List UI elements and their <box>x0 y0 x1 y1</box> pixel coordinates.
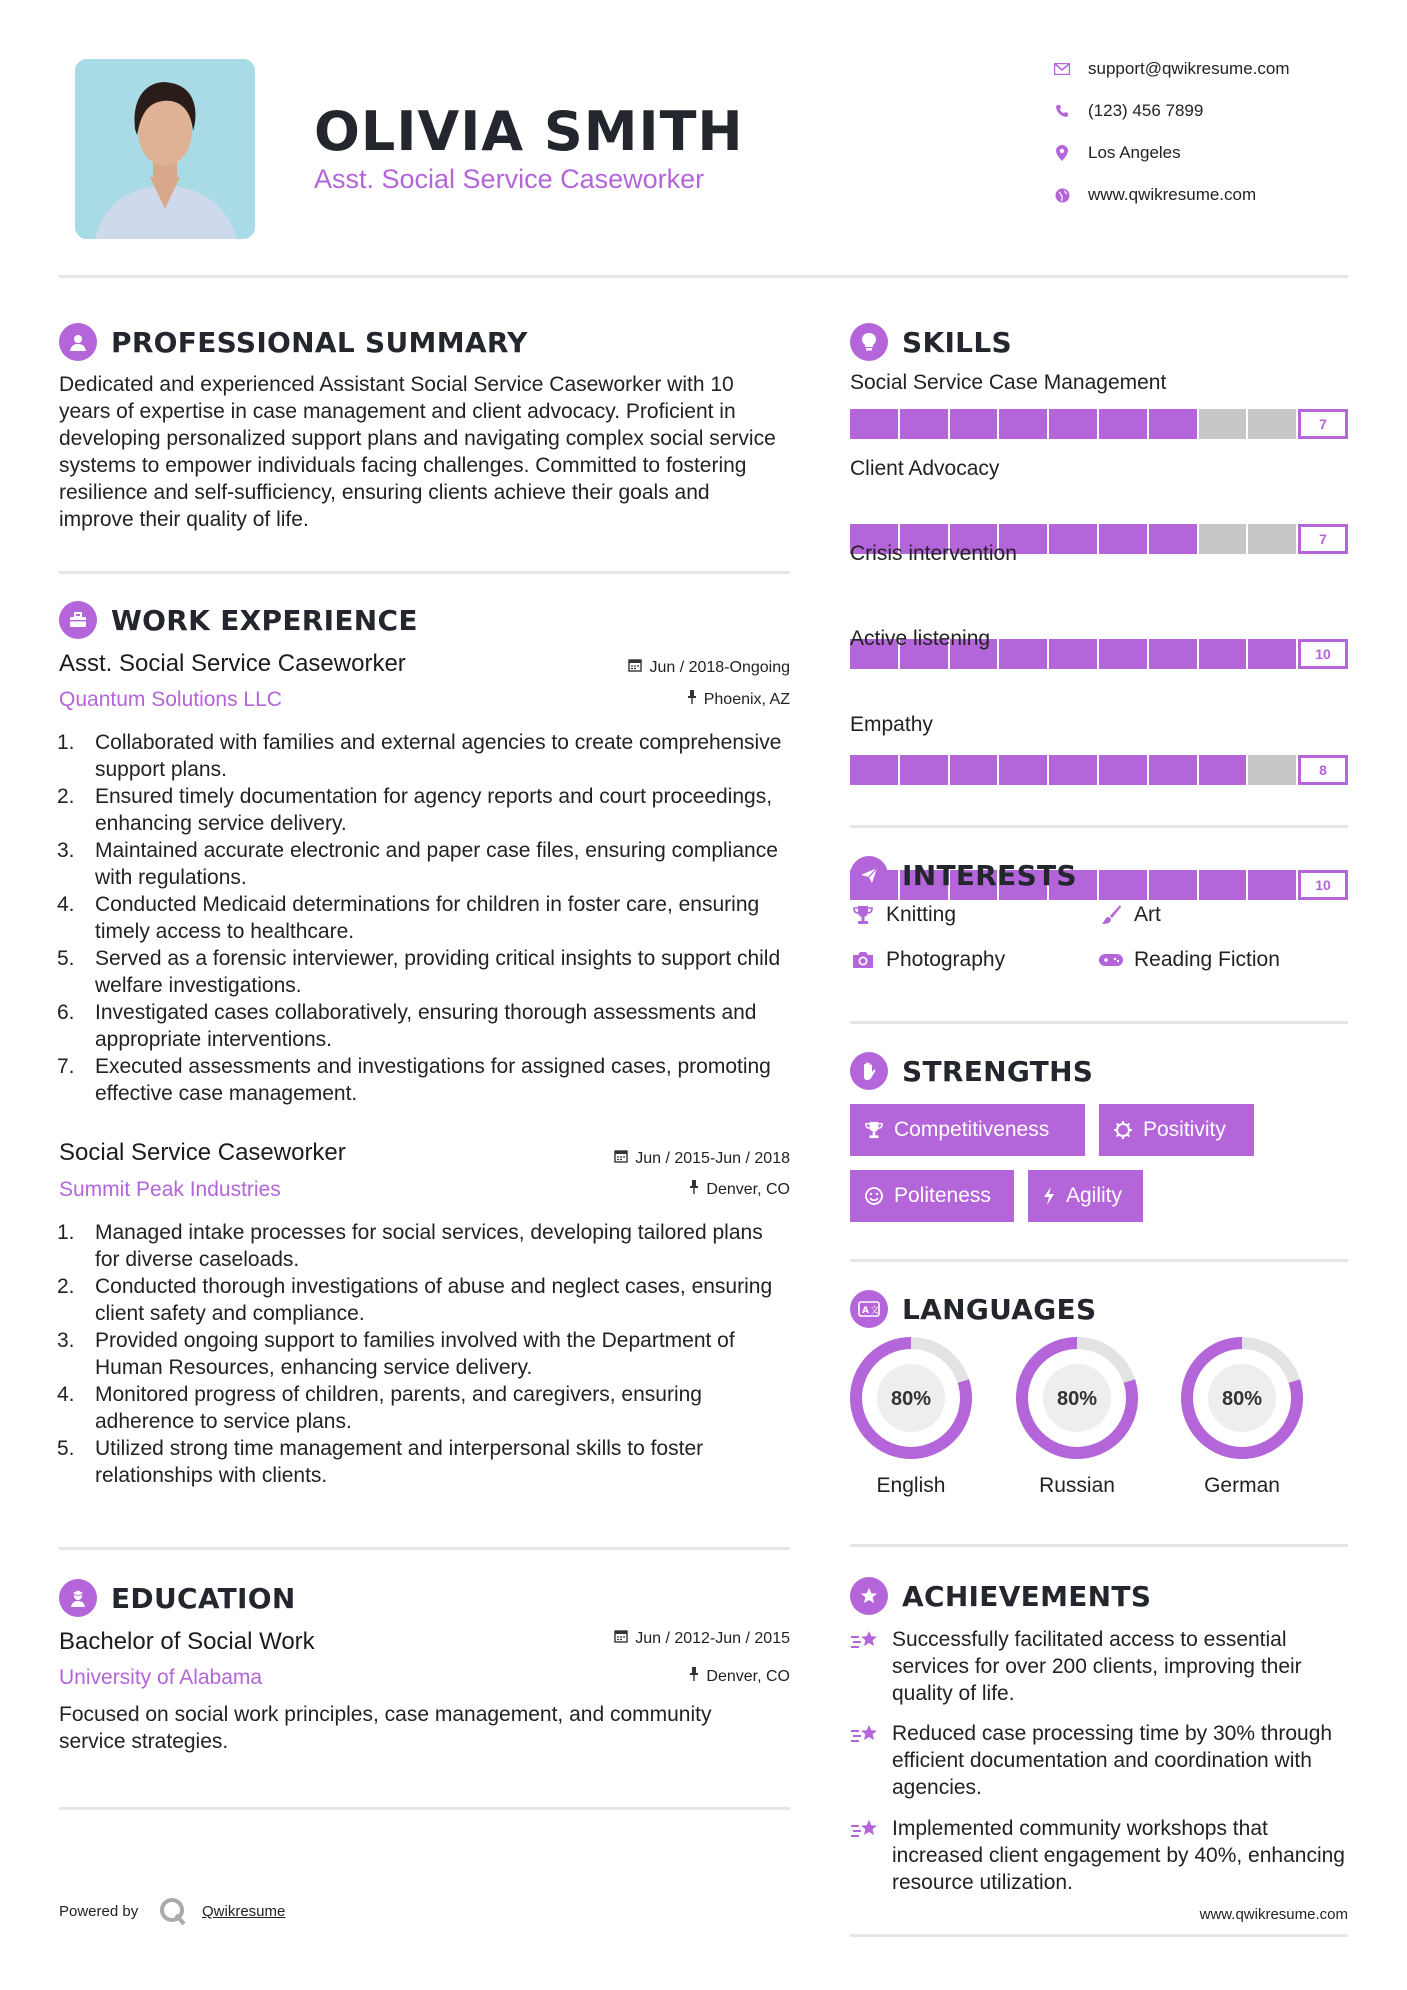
interest-item <box>1098 903 1161 927</box>
brand-link[interactable]: Qwikresume <box>202 1903 286 1920</box>
education-dates-text: Jun / 2012-Jun / 2015 <box>635 1629 790 1647</box>
candidate-title: Asst. Social Service Caseworker <box>314 164 705 194</box>
strength-tag <box>1028 1170 1143 1222</box>
skill-name: Active listening <box>850 627 991 650</box>
pin-icon <box>687 690 697 709</box>
skill-bar-segment <box>950 409 1000 439</box>
footer-url[interactable]: www.qwikresume.com <box>1199 1906 1348 1923</box>
job-location-text: Phoenix, AZ <box>703 690 790 708</box>
skills-heading <box>850 323 1012 361</box>
achievement-text: Implemented community workshops that increased client engagement by 40%, enhancing resource utilization. <box>892 1817 1345 1894</box>
skill-bar-segment <box>1199 639 1249 669</box>
strengths-heading <box>850 1052 1093 1090</box>
contact-website[interactable] <box>1050 183 1256 207</box>
strength-tag <box>1099 1104 1254 1156</box>
list-item: 2. Conducted thorough investigations of abuse and neglect cases, ensuring client safety and compliance. <box>57 1275 773 1325</box>
skill-bar <box>850 409 1348 439</box>
interest-item <box>1098 948 1280 972</box>
bolt-icon <box>1042 1186 1056 1206</box>
language-percent: 80% <box>1056 1388 1098 1410</box>
interest-label: Photography <box>886 948 1006 971</box>
strength-label: Agility <box>1066 1184 1123 1207</box>
skill-bar-segment <box>1149 524 1199 554</box>
gamepad-icon <box>1098 952 1124 968</box>
languages-heading <box>850 1290 1096 1328</box>
contact-phone[interactable] <box>1050 99 1203 123</box>
skill-bar-segment <box>1149 639 1199 669</box>
skill-level-badge: 10 <box>1298 870 1348 900</box>
skill-bar-segment <box>1199 524 1249 554</box>
strengths-divider <box>850 1259 1348 1262</box>
education-title: EDUCATION <box>111 1581 296 1615</box>
achievements-title: ACHIEVEMENTS <box>902 1579 1152 1613</box>
translate-icon <box>850 1290 888 1328</box>
calendar-icon <box>628 658 642 677</box>
skill-name: Client Advocacy <box>850 457 1000 480</box>
pin-icon <box>689 1667 699 1686</box>
skill-name: Social Service Case Management <box>850 371 1167 394</box>
job-bullets <box>57 1219 787 1489</box>
calendar-icon <box>614 1149 628 1168</box>
skill-bar-segment <box>1049 639 1099 669</box>
phone-icon <box>1050 104 1074 118</box>
skill-bar-segment <box>1099 870 1149 900</box>
work-divider <box>59 1547 790 1550</box>
job-dates <box>628 658 790 677</box>
briefcase-icon <box>59 601 97 639</box>
qwikresume-logo-icon <box>158 1896 188 1931</box>
skill-bar-segment <box>1049 409 1099 439</box>
skill-level-badge: 7 <box>1298 409 1348 439</box>
list-item: 1. Managed intake processes for social services, developing tailored plans for diverse caseloads. <box>57 1221 763 1271</box>
skills-divider <box>850 825 1348 828</box>
skill-bar-segment <box>1199 755 1249 785</box>
work-heading <box>59 601 418 639</box>
skill-bar-segment <box>1248 409 1298 439</box>
education-heading <box>59 1579 296 1617</box>
skill-bar-segment <box>1248 870 1298 900</box>
contact-phone-text: (123) 456 7899 <box>1088 101 1204 120</box>
job-dates-text: Jun / 2018-Ongoing <box>649 658 790 676</box>
skill-name: Empathy <box>850 713 933 736</box>
language-percent: 80% <box>1221 1388 1263 1410</box>
list-item: 1. Collaborated with families and external agencies to create comprehensive support plans. <box>57 731 782 781</box>
skill-bar-segment <box>900 409 950 439</box>
summary-divider <box>59 571 790 574</box>
skill-level-badge: 10 <box>1298 639 1348 669</box>
strength-label: Politeness <box>894 1184 991 1207</box>
skill-bar-segment <box>1248 755 1298 785</box>
summary-text: Dedicated and experienced Assistant Social Service Caseworker with 10 years of expertise in case management and client advocacy. Proficient in developing personalized support plans and navigating complex social service systems to empower individuals facing challenges. Committed to fostering resilience and self-sufficiency, ensuring clients achieve their goals and improve their quality of life. <box>59 373 776 531</box>
shooting-star-icon <box>850 1626 882 1707</box>
skill-bar-segment <box>999 755 1049 785</box>
language-name: Russian <box>1039 1474 1115 1497</box>
education-location <box>689 1667 790 1686</box>
job-location <box>689 1180 790 1199</box>
header-divider <box>59 275 1348 278</box>
education-dates <box>614 1629 790 1648</box>
svg-text:A: A <box>862 1306 869 1316</box>
achievement-item <box>850 1626 1348 1707</box>
pin-icon <box>689 1180 699 1199</box>
languages-title: LANGUAGES <box>902 1292 1097 1326</box>
strengths-title: STRENGTHS <box>902 1054 1094 1088</box>
skill-name: Crisis intervention <box>850 542 1017 565</box>
skill-bar-segment <box>1149 870 1199 900</box>
paintbrush-icon <box>1098 904 1124 926</box>
language-gauge <box>1016 1337 1138 1459</box>
job-company: Summit Peak Industries <box>59 1178 281 1201</box>
languages-divider <box>850 1544 1348 1547</box>
degree-title: Bachelor of Social Work <box>59 1628 315 1655</box>
job-dates <box>614 1149 790 1168</box>
graduation-icon <box>59 1579 97 1617</box>
summary-title: PROFESSIONAL SUMMARY <box>111 325 528 359</box>
star-badge-icon <box>850 1577 888 1615</box>
skill-bar-segment <box>1099 524 1149 554</box>
contact-email-text: support@qwikresume.com <box>1088 59 1290 78</box>
language-gauge <box>850 1337 972 1459</box>
language-percent: 80% <box>890 1388 932 1410</box>
skill-bar-segment <box>1049 755 1099 785</box>
list-item: 5. Served as a forensic interviewer, providing critical insights to support child welfare investigations. <box>57 947 781 997</box>
skill-level-badge: 8 <box>1298 755 1348 785</box>
skill-bar-segment <box>850 409 900 439</box>
list-item: 2. Ensured timely documentation for agency reports and court proceedings, enhancing service delivery. <box>57 785 773 835</box>
skill-bar-segment <box>999 409 1049 439</box>
paper-plane-icon <box>850 856 888 894</box>
map-pin-icon <box>1050 145 1074 161</box>
language-name: German <box>1204 1474 1280 1497</box>
gear-icon <box>1113 1120 1133 1140</box>
interests-title: INTERESTS <box>902 858 1077 892</box>
strength-tag <box>850 1170 1014 1222</box>
list-item: 4. Monitored progress of children, parents, and caregivers, ensuring adherence to service plans. <box>57 1383 702 1433</box>
interests-heading <box>850 856 1077 894</box>
skill-bar-segment <box>900 755 950 785</box>
list-item: 7. Executed assessments and investigations for assigned cases, promoting effective case management. <box>57 1055 771 1105</box>
language-gauge <box>1181 1337 1303 1459</box>
achievement-item <box>850 1815 1348 1896</box>
interest-label: Reading Fiction <box>1134 948 1280 971</box>
skill-bar-segment <box>999 639 1049 669</box>
profile-photo <box>75 59 255 239</box>
job-bullets <box>57 729 787 1107</box>
skills-title: SKILLS <box>902 325 1012 359</box>
hand-icon <box>850 1052 888 1090</box>
skill-bar-segment <box>850 755 900 785</box>
envelope-icon <box>1050 63 1074 75</box>
svg-text:文: 文 <box>870 1306 880 1316</box>
list-item: 4. Conducted Medicaid determinations for children in foster care, ensuring timely access to healthcare. <box>57 893 760 943</box>
work-title: WORK EXPERIENCE <box>111 603 418 637</box>
strength-label: Competitiveness <box>894 1118 1050 1141</box>
job-title: Asst. Social Service Caseworker <box>59 650 406 677</box>
footer-divider <box>850 1934 1348 1937</box>
trophy-icon <box>864 1121 884 1139</box>
list-item: 6. Investigated cases collaboratively, ensuring thorough assessments and appropriate interventions. <box>57 1001 757 1051</box>
education-location-text: Denver, CO <box>706 1667 790 1685</box>
interest-label: Art <box>1134 903 1161 926</box>
job-title: Social Service Caseworker <box>59 1139 346 1166</box>
job-location <box>687 690 790 709</box>
list-item: 5. Utilized strong time management and interpersonal skills to foster relationships with clients. <box>57 1437 704 1487</box>
achievement-text: Successfully facilitated access to essential services for over 200 clients, improving their quality of life. <box>892 1628 1302 1705</box>
skill-bar-segment <box>1149 755 1199 785</box>
smile-icon <box>864 1186 884 1206</box>
skill-level-badge: 7 <box>1298 524 1348 554</box>
contact-website-text: www.qwikresume.com <box>1088 185 1257 204</box>
candidate-name: OLIVIA SMITH <box>314 100 744 163</box>
summary-heading <box>59 323 528 361</box>
contact-location <box>1050 141 1181 165</box>
school-name: University of Alabama <box>59 1666 263 1689</box>
skill-bar-segment <box>1199 409 1249 439</box>
shooting-star-icon <box>850 1815 882 1896</box>
achievement-text: Reduced case processing time by 30% through efficient documentation and coordination with agencies. <box>892 1722 1333 1799</box>
contact-location-text: Los Angeles <box>1088 143 1181 162</box>
calendar-icon <box>614 1629 628 1648</box>
strength-tag <box>850 1104 1085 1156</box>
list-item: 3. Maintained accurate electronic and paper case files, ensuring compliance with regulations. <box>57 839 778 889</box>
interest-item <box>850 948 1005 972</box>
job-location-text: Denver, CO <box>706 1180 790 1198</box>
trophy-icon <box>850 905 876 925</box>
strength-label: Positivity <box>1143 1118 1226 1141</box>
education-divider <box>59 1807 790 1810</box>
interest-label: Knitting <box>886 903 957 926</box>
skill-bar-segment <box>1248 524 1298 554</box>
skill-bar-segment <box>1149 409 1199 439</box>
camera-icon <box>850 950 876 970</box>
user-icon <box>59 323 97 361</box>
globe-icon <box>1050 188 1074 203</box>
language-name: English <box>876 1474 946 1497</box>
contact-email[interactable] <box>1050 57 1290 81</box>
achievement-item <box>850 1720 1348 1801</box>
interests-divider <box>850 1021 1348 1024</box>
job-company: Quantum Solutions LLC <box>59 688 282 711</box>
achievements-heading <box>850 1577 1151 1615</box>
interest-item <box>850 903 956 927</box>
skill-bar <box>850 755 1348 785</box>
list-item: 3. Provided ongoing support to families involved with the Department of Human Resources, enhancing service delivery. <box>57 1329 735 1379</box>
job-dates-text: Jun / 2015-Jun / 2018 <box>635 1149 790 1167</box>
skill-bar-segment <box>1099 639 1149 669</box>
skill-bar-segment <box>950 755 1000 785</box>
powered-by-text: Powered by <box>59 1903 139 1920</box>
education-description: Focused on social work principles, case management, and community service strategies. <box>59 1703 712 1753</box>
skill-bar-segment <box>1199 870 1249 900</box>
skill-bar-segment <box>1099 409 1149 439</box>
shooting-star-icon <box>850 1720 882 1801</box>
skill-bar-segment <box>1099 755 1149 785</box>
skill-bar-segment <box>1049 524 1099 554</box>
skill-bar-segment <box>1248 639 1298 669</box>
lightbulb-icon <box>850 323 888 361</box>
